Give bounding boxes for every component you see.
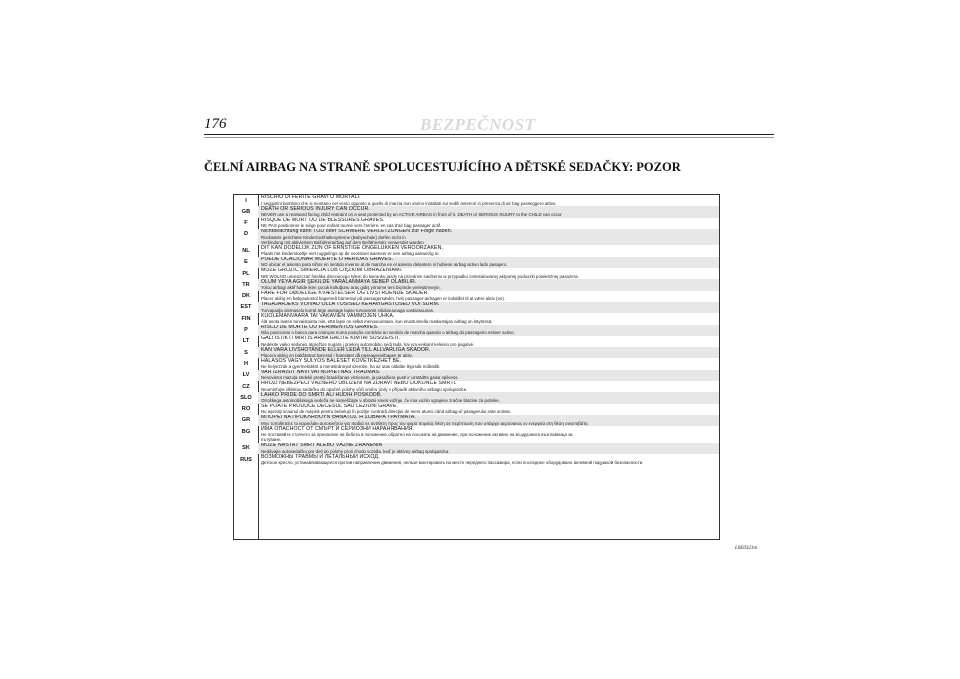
warning-detail: Yolcu airbagi aktif halde iken çocuk koltuğunu araç gidiş yönüme ters biçimde yerleştirmeyin. [261,285,441,291]
language-code: E [244,259,248,266]
warning-text [258,302,719,313]
warning-headline: KAN VARA LIVSHOTANDE ELLER LEDA TILL ALLVARLIGA SKADOR. [261,347,431,353]
warning-detail: Plaats het kinderstoeltje niet ruggelings op de voorstoel wanneer er een airbag aanwezig is. [261,251,440,257]
warning-text [258,279,719,290]
warning-headline: DEATH OR SERIOUS INJURY CAN OCCUR. [261,206,370,212]
warning-headline: DIT KAN DODELIJK ZIJN OF ERNSTIGE ONGELUKKEN VEROORZAKEN. [261,245,444,251]
warning-row-gb [234,206,719,217]
warning-text [258,454,719,465]
warning-row-p [234,325,719,336]
airbag-warning-table [233,194,720,540]
warning-detail: NEVER use a rearward facing child restraint on a seat protected by an ACTIVE AIRBAG in front of it. DEATH or SERIOUS INJURY to the CHILD can occur [261,211,562,217]
warning-headline: ВОЗМОЖНЫ ТРАВМЫ И ЛЕТАЛЬНЫЙ ИСХОД. [261,454,380,460]
warning-headline: RISCO DE MORTE OU FERIMENTOS GRAVES. [261,324,379,330]
warning-headline: ΜΠΟΡΕΙ ΝΑ ΠΡΟΚΛΗΘΟΥΝ ΘΑΝΑΤΟΣ Ή ΣΟΒΑΡΑ ΤΡΑΥΜΑΤΑ. [261,414,416,421]
warning-detail: Placera aldrig en bakåtvänd barnstol i framsätet då passagerairbagen är aktiv. [261,352,413,358]
warning-text [258,347,719,358]
warning-text [258,325,719,336]
page-number: 176 [204,116,227,132]
warning-detail: Nenovietot mazuļa sēdekli pretēji braukšanas virzienam, ja pasažiera pusē ir uzstādīts gaisa spilvens. [261,375,459,381]
warning-row-lv [234,370,719,381]
warning-row-f [234,218,719,229]
warning-detail: Не поставяйте столчето за пренасяне на бебета в положение обратно на посоката на движение, при положение активно на въздушната възглавница за [261,431,573,437]
warning-row-e [234,257,719,268]
language-code: D [243,231,249,238]
warning-row-est [234,302,719,313]
warning-row-bg [234,426,719,443]
language-code: SLO [240,394,252,401]
warning-headline: SE POATE PRODUCE DECESUL SAU LEZIUNI GRAVE. [261,403,399,410]
warning-row-cz [234,381,719,392]
warning-rows [234,195,719,465]
warning-text [258,218,719,229]
language-code: RO [241,406,251,413]
warning-detail: Placer aldrig en babyautostol bagvendt barnestol på passagersædet, hvis passager-airbagen er indstillet til at være aktiv (on). [261,296,506,302]
warning-text [258,370,719,381]
language-code: BG [241,428,251,435]
language-code: LT [242,338,250,345]
language-code: NL [242,247,250,254]
warning-text [258,195,719,206]
warning-row-gr [234,415,719,426]
warning-headline: VAR IZRAISĪT NĀVI VAI NOPIETNAS TRAUMAS. [261,369,381,376]
warning-headline: RISQUE DE MORT OU DE BLESSURES GRAVES. [261,217,385,223]
header-rule-thin [204,137,774,138]
language-code: I [245,197,247,204]
warning-row-i [234,195,719,206]
language-code: F [244,220,248,227]
warning-detail: NIE WOLNO umieszczać fotelika dziecięcego tyłem do kierunku jazdy na przednim siedzeniu w przypadku zainstalowanej aktywnej poduszki powietrznej pasażera. [261,273,579,279]
warning-detail: Älä asota lasten turvaistuinta niin, että lapsi on selkä menosuuntaan, kun etuistuimella matkustajan airbag on käytössä. [261,318,493,324]
warning-detail: Nu aşezaţi scaunul de maşină pentru bebeluşi în poziţie contrară direcţiei de mers atunci când airbag-ul pasagerului este activat. [261,409,511,415]
warning-text [258,336,719,347]
warning-text [258,229,719,246]
warning-detail: Nedėkite vaiko sėdynės atgręžtos nugara į priekinį automobilio sėdį tada, kai yra veikiant keleivio oro pagalvė. [261,341,475,347]
warning-detail: Ne helyezzük a gyermekülést a menetiránnyal szembe, ha az utas oldalán légzsák működik. [261,364,441,370]
warning-detail: Детское кресло, устанавливающееся против направления движения, нельзя монтировать на месте переднего пассажира, если последнее оборудовано активной подушкой безопасности. [261,459,644,465]
language-code: DK [241,293,251,300]
language-code: S [244,349,248,356]
warning-text [258,381,719,392]
warning-headline: TAGAJÄRJEKS VÕIVAD OLLA TÕSISED KEHAVIGASTUSED VÕI SURM. [261,301,440,308]
warning-row-sk [234,443,719,454]
language-code: TR [242,281,250,288]
warning-headline: ÖLÜM YEYA AĞIR ŞEKILDE YARALANMAYA SEBEP OLABILIR. [261,279,417,285]
warning-detail: Otroškega avtomobilskega sedeža ne nameščajte v obratni smeri vožnje, če ima vozilo vgrajene zračne blazine za potnike. [261,398,500,404]
language-code: CZ [242,383,250,390]
warning-row-pl [234,268,719,279]
language-code: FIN [241,315,251,322]
warning-row-s [234,347,719,358]
warning-row-ro [234,404,719,415]
warning-detail: Rückwärts gerichtete Kinderrückhaltesysteme (Babyschale) dürfen nicht in [261,234,406,240]
warning-text [258,404,719,415]
language-code: P [244,327,248,334]
warning-text [258,443,719,454]
warning-row-h [234,358,719,369]
warning-headline: ИМА ОПАСНОСТ ОТ СМЪРТ И СЕРИОЗНИ НАРАНЯВАНИЯ. [261,426,415,432]
warning-detail: I seggiolini bambino che si montano nel verso opposto a quello di marcia non vanno installati sui sedili anteriori in presenza di air bag passeggero attivo. [261,200,557,206]
warning-row-rus [234,454,719,465]
warning-text [258,415,719,426]
warning-detail-continued: пътуване. [261,437,282,443]
language-code: PL [242,270,250,277]
warning-headline: MÔŽE NASTAŤ SMRŤ ALEBO VÁŽNE ZRANENIA [261,442,383,449]
warning-row-lt [234,336,719,347]
warning-row-dk [234,291,719,302]
header-rule [204,134,774,135]
warning-text [258,206,719,217]
warning-detail: NE PAS positionner le siège pour enfant tourné vers l'arrière, en cas d'air bag passager actif. [261,223,442,229]
warning-headline: LAHKO PRIDE DO SMRTI ALI HUDIH POŠKODB. [261,392,382,398]
chapter-title: BEZPEČNOST [420,115,536,134]
warning-row-tr [234,279,719,290]
warning-headline: FARE FOR DØDELIGE KVÆSTELSER OG LIVSTRUENDE SKADER. [261,290,429,297]
language-code: GR [241,417,251,424]
language-code: EST [240,304,252,311]
language-code: GB [241,208,251,215]
warning-headline: MOŻE GROZIĆ ŚMIERCIA LUB CIĘŻKIMI OBRAŻENIAMI. [261,268,403,274]
warning-row-slo [234,392,719,403]
warning-detail: Neumísťujte dětskou sedačku do opačné polohy vůči směru jízdy v případě aktivního airbagu spolujezdce. [261,386,468,392]
warning-text [258,426,719,443]
warning-text [258,268,719,279]
warning-headline: RISCHIO DI FERITE GRAVI O MORTALI. [261,195,361,201]
language-code: RUS [240,456,252,463]
warning-headline: PUEDE OCACIONAR MUERTE O HERIDAS GRAVES. [261,256,394,263]
warning-detail: Não posicionar o banco para crianças numa posição contrária ao sentido de marcha quando o airbag do passageiro estiver activo. [261,330,515,336]
warning-headline: KUOLEMANVAARA TAI VAKAVIEN VAMMOJEN UHKA. [261,313,395,319]
warning-headline: HROZÍ NEBEZPEČÍ VÁŽNÉHO UBLÍŽENÍ NA ZDRAVÍ NEBO DOKONCE SMRTI. [261,381,457,387]
warning-row-fin [234,313,719,324]
warning-headline: HALÁSOS VAGY SÚLYOS BALESET KÖVETKEZHET BE. [261,358,402,364]
section-title: ČELNÍ AIRBAG NA STRANĚ SPOLUCESTUJÍCÍHO A DĚTSKÉ SEDAČKY: POZOR [204,160,681,174]
warning-row-d [234,229,719,246]
language-code: SK [242,445,250,452]
warning-text [258,245,719,256]
warning-text [258,392,719,403]
warning-headline: GALI IŠTIKTI MIRTIS ARBA GALITE KIMTAI SUSIŽEISTI. [261,335,401,342]
warning-detail: NO ubicar el asiento para niños en sentido inverso al de marcha en el asiento delantero si hubiese airbag activo lado pasajero. [261,262,508,268]
language-code: H [243,360,249,367]
image-reference-code: L0E0321m [735,546,757,551]
warning-detail-continued: Verbindung mit aktiviertem Beifahrerairbag auf dem Beifahrersitz verwendet warden [261,239,424,245]
warning-text [258,257,719,268]
warning-detail: Nedávajte autosedačku pre deti do polohy proti chodu vozidla, keď je aktívny airbag spolujazdca. [261,448,450,454]
warning-detail: Turvapadja olemasolu korral ärge asetage lapse turvavööst sõidusuunaga vastassuunas. [261,307,435,313]
warning-text [258,358,719,369]
warning-headline: Nichtbeachtung kann TOD oder SCHWERE VERLETZUNGEN zur Folge haben. [261,228,453,235]
warning-text [258,291,719,302]
warning-row-nl [234,245,719,256]
warning-detail: Μην τοποθετείτε το καρεκλάκι αυτοκινήτου για παιδιά σε αντίθετη προς την φορά πορείας θέση σε περίπτωση που υπάρχει αερόσακος εν ενεργεία στη θέση συνεπιβάτη. [261,420,589,426]
language-code: LV [242,372,250,379]
warning-text [258,313,719,324]
